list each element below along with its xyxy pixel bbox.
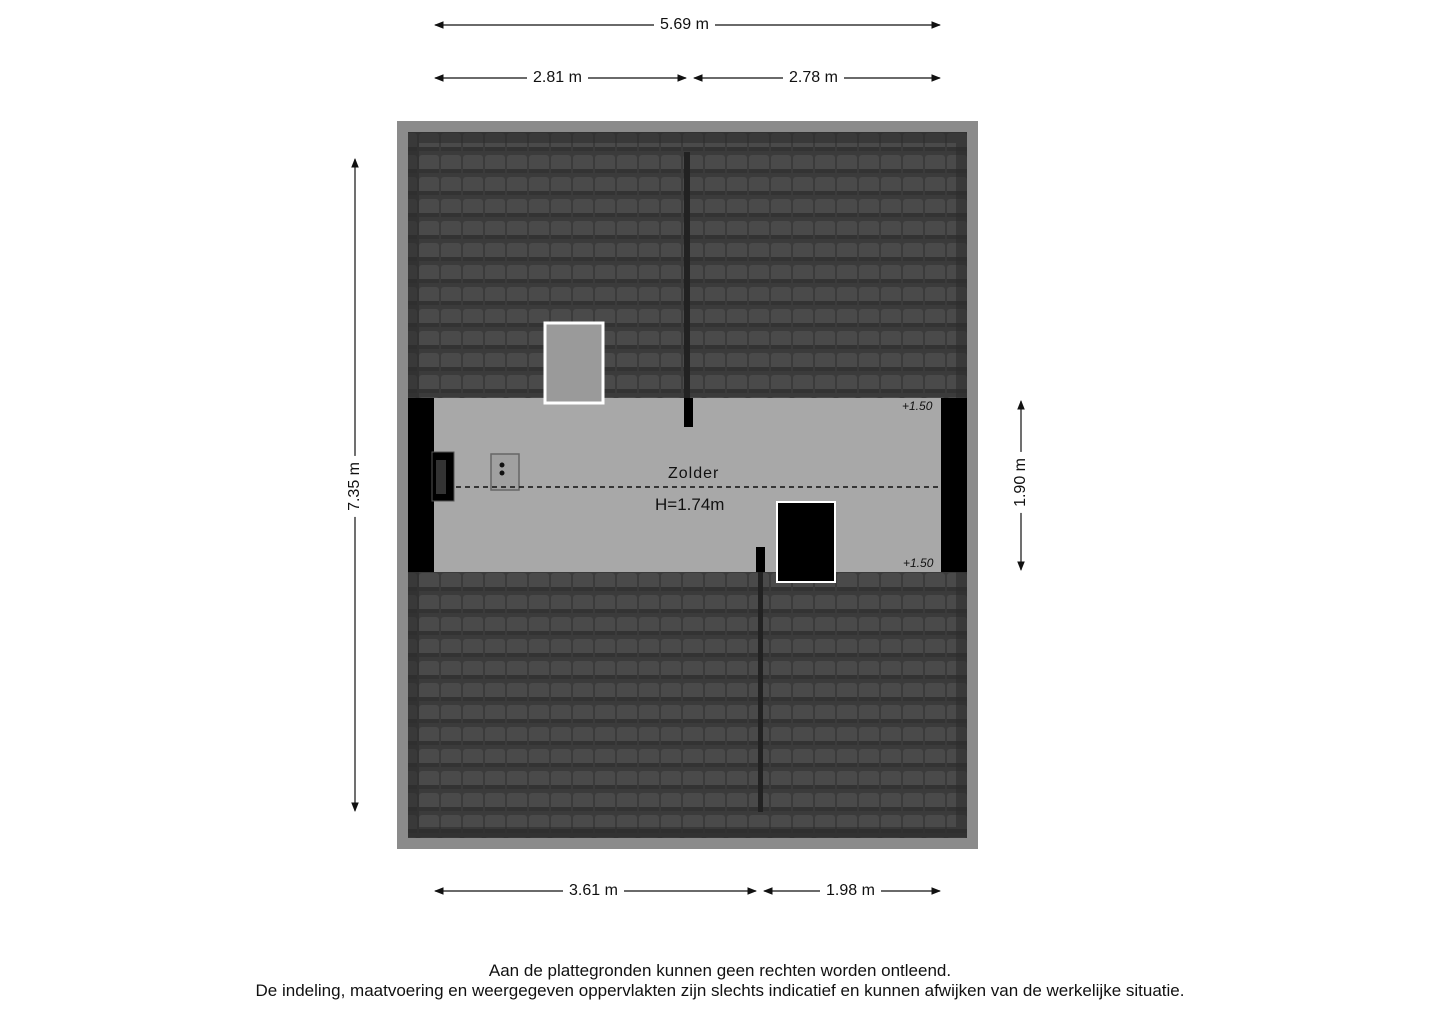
roof-split-top xyxy=(684,152,690,398)
disclaimer-line-1: Aan de plattegronden kunnen geen rechten worden ontleend. xyxy=(488,961,952,980)
dim-right-height: 1.90 m xyxy=(1012,452,1030,513)
level-marker-top: +1.50 xyxy=(902,399,933,413)
stub-wall-top xyxy=(684,398,693,427)
roof-split-bottom xyxy=(758,572,763,812)
room-name: Zolder xyxy=(668,465,720,482)
skylight-icon xyxy=(545,323,603,403)
wall-left xyxy=(408,398,434,572)
disclaimer-line-2: De indeling, maatvoering en weergegeven oppervlakten zijn slechts indicatief en kunnen afwijken van de werkelijke situatie. xyxy=(255,981,1185,1000)
dim-top-left: 2.81 m xyxy=(527,69,588,87)
dim-left-height: 7.35 m xyxy=(346,456,364,517)
outlet-icon xyxy=(491,454,519,490)
dim-top-total: 5.69 m xyxy=(654,16,715,34)
roof-bottom xyxy=(408,572,967,838)
room-height: H=1.74m xyxy=(655,495,725,514)
dim-bottom-right: 1.98 m xyxy=(820,882,881,900)
dim-top-right: 2.78 m xyxy=(783,69,844,87)
wall-right xyxy=(941,398,967,572)
stair-opening-icon xyxy=(777,502,835,582)
dim-bottom-left: 3.61 m xyxy=(563,882,624,900)
level-marker-bottom: +1.50 xyxy=(903,556,934,570)
stub-wall-bottom xyxy=(756,547,765,572)
